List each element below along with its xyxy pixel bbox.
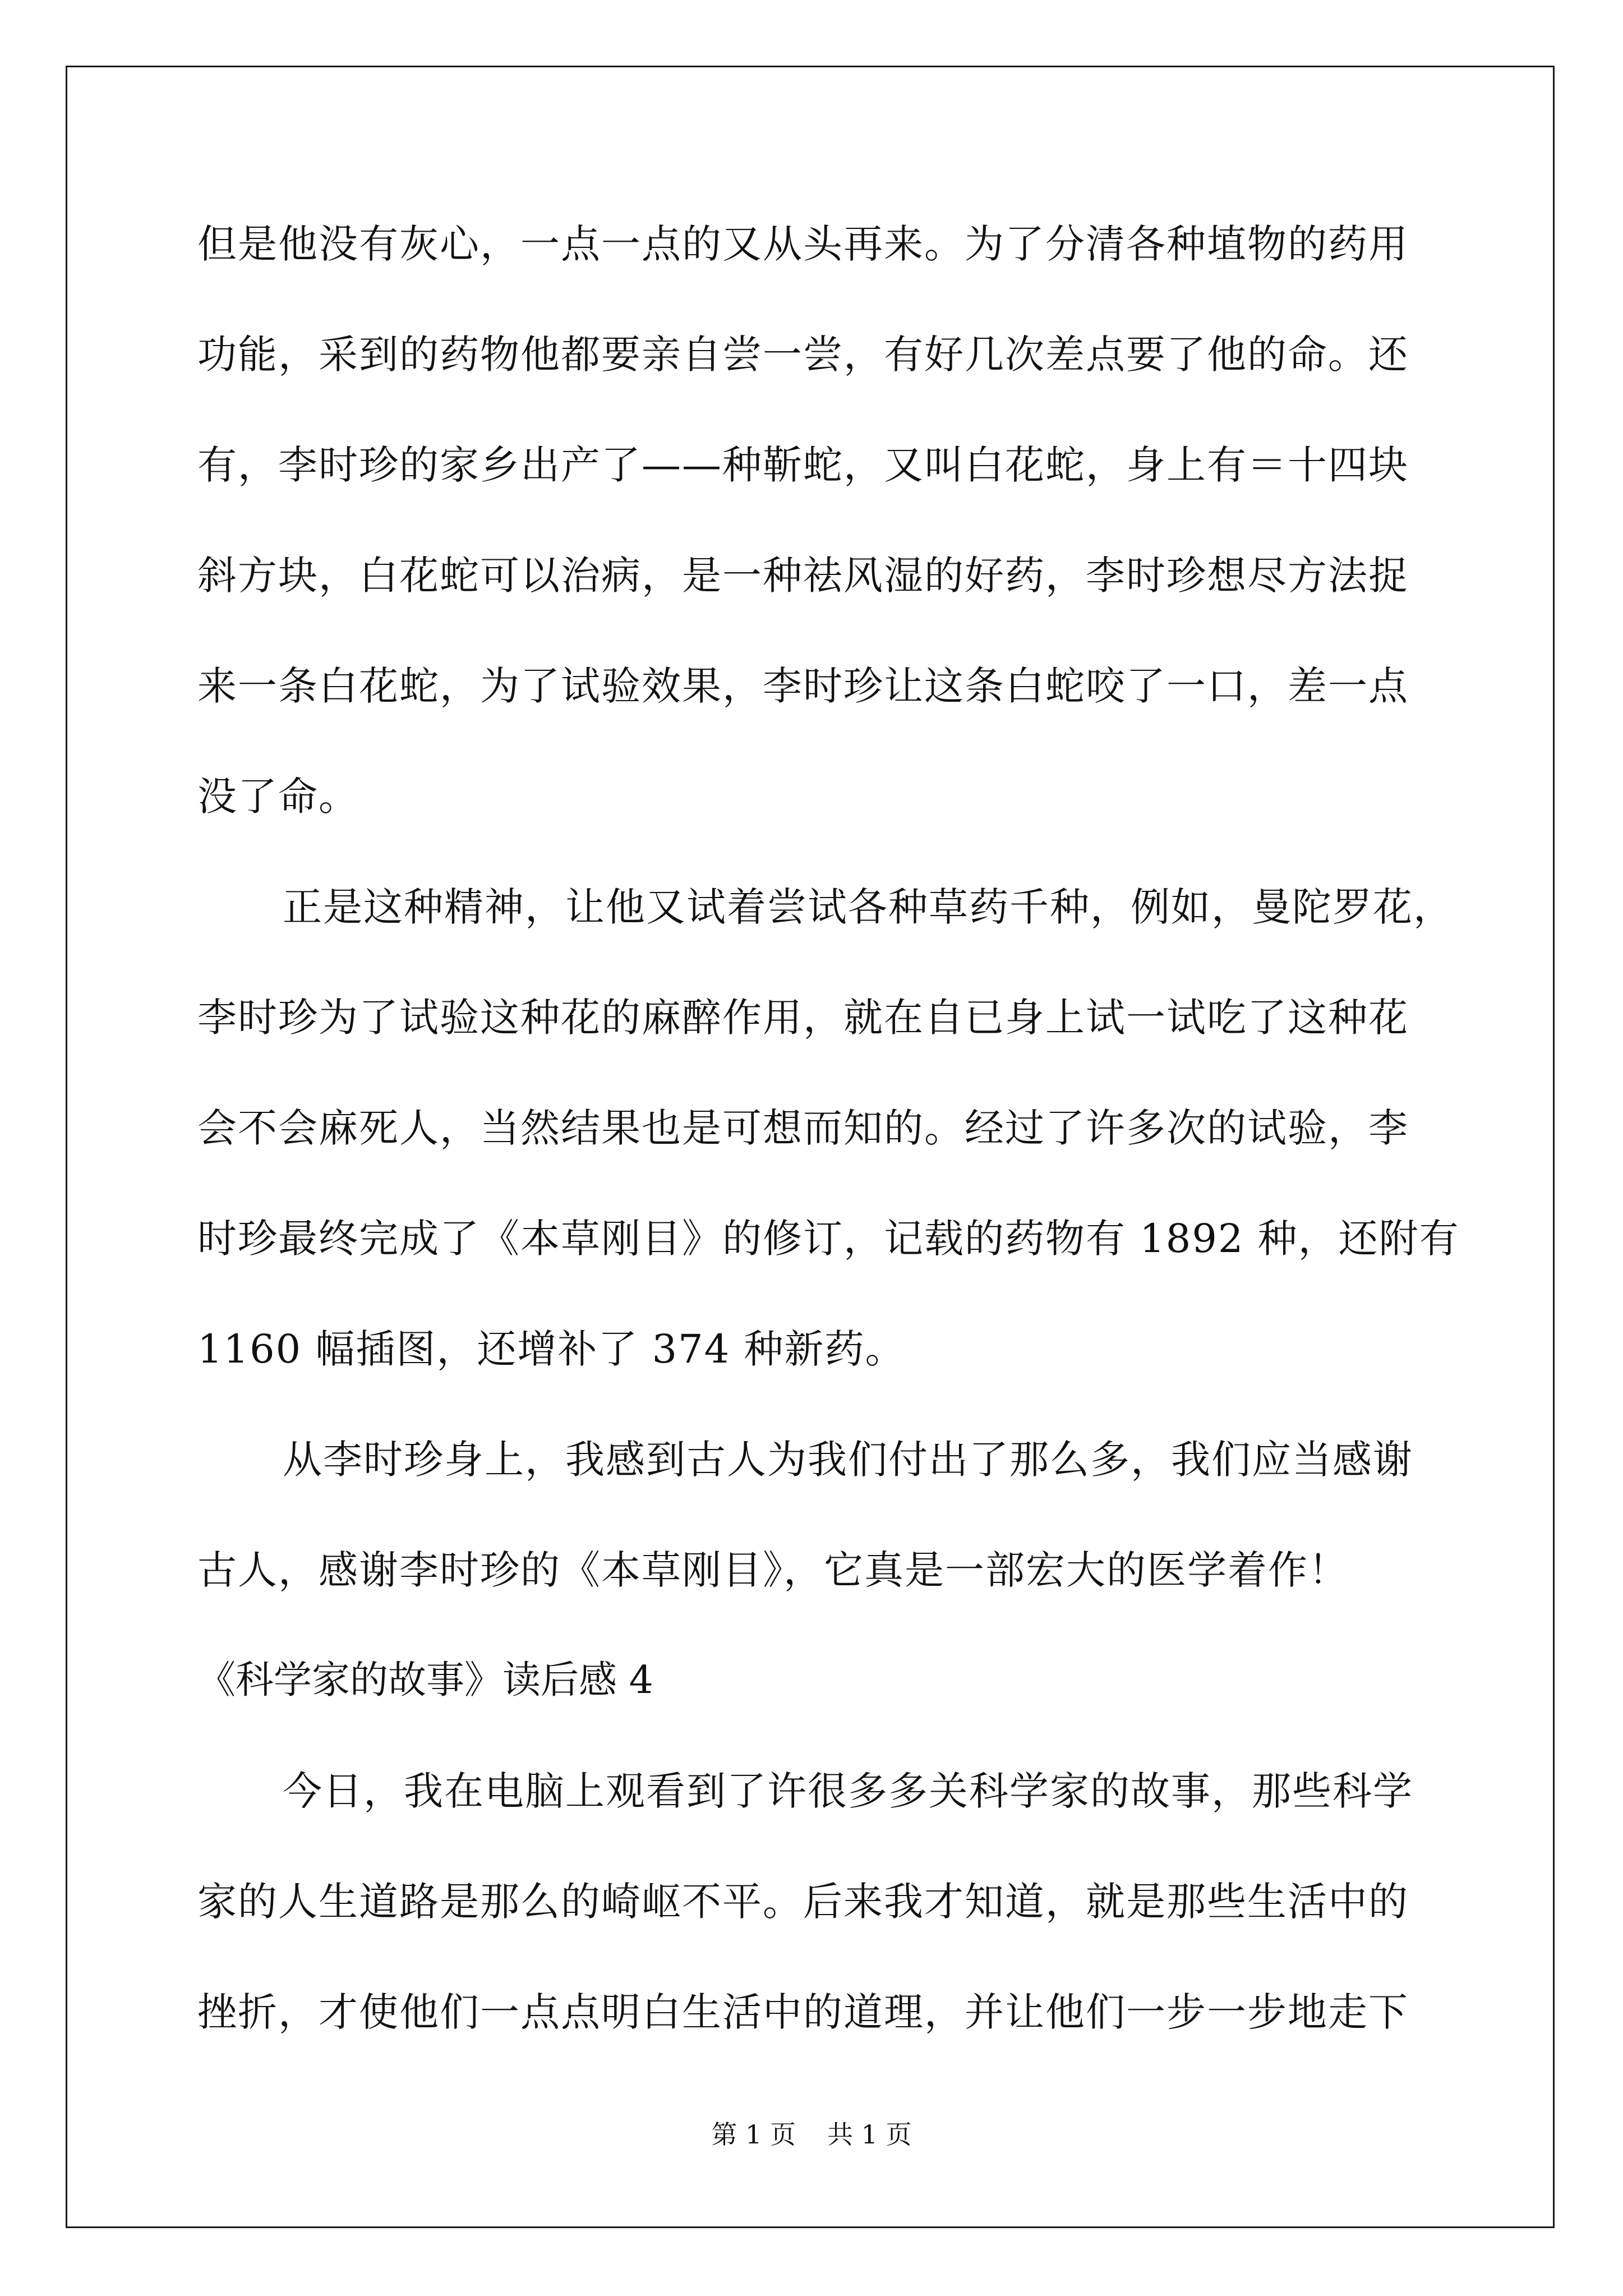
text-line: 家的人生道路是那么的崎岖不平。后来我才知道，就是那些生活中的 (197, 1879, 1409, 1925)
paragraph-first-line: 从李时珍身上，我感到古人为我们付出了那么多，我们应当感谢 (283, 1437, 1413, 1483)
text-line: 来一条白花蛇，为了试验效果，李时珍让这条白蛇咬了一口，差一点 (197, 663, 1409, 709)
text-line: 没了命。 (197, 774, 359, 820)
text-line: 挫折，才使他们一点点明白生活中的道理，并让他们一步一步地走下 (197, 1989, 1409, 2035)
text-line: 李时珍为了试验这种花的麻醉作用，就在自已身上试一试吃了这种花 (197, 995, 1409, 1041)
text-line: 但是他没有灰心，一点一点的又从头再来。为了分清各种埴物的药用 (197, 221, 1409, 267)
text-line: 斜方块，白花蛇可以治病，是一种祛风湿的好药，李时珍想尽方法捉 (197, 553, 1409, 599)
page-total: 共 1 页 (827, 2119, 912, 2150)
page-footer (0, 2118, 1623, 2151)
text-line: 有，李时珍的家乡出产了——种靳蛇，又叫白花蛇，身上有＝十四块 (197, 442, 1409, 488)
paragraph-first-line: 今日，我在电脑上观看到了许很多多关科学家的故事，那些科学 (283, 1768, 1413, 1814)
page-number: 第 1 页 (711, 2119, 796, 2150)
text-line: 时珍最终完成了《本草刚目》的修订，记载的药物有 1892 种，还附有 (197, 1216, 1460, 1262)
text-line: 1160 幅插图，还增补了 374 种新药。 (197, 1326, 906, 1372)
text-line: 会不会麻死人，当然结果也是可想而知的。经过了许多次的试验，李 (197, 1105, 1409, 1151)
paragraph-first-line: 正是这种精神，让他又试着尝试各种草药千种，例如，曼陀罗花， (283, 884, 1454, 930)
document-body (197, 216, 1460, 2095)
text-line: 古人，感谢李时珍的《本草刚目》，它真是一部宏大的医学着作！ (197, 1547, 1349, 1593)
text-line: 功能，采到的药物他都要亲自尝一尝，有好几次差点要了他的命。还 (197, 332, 1409, 378)
section-heading: 《科学家的故事》读后感 4 (197, 1658, 653, 1703)
